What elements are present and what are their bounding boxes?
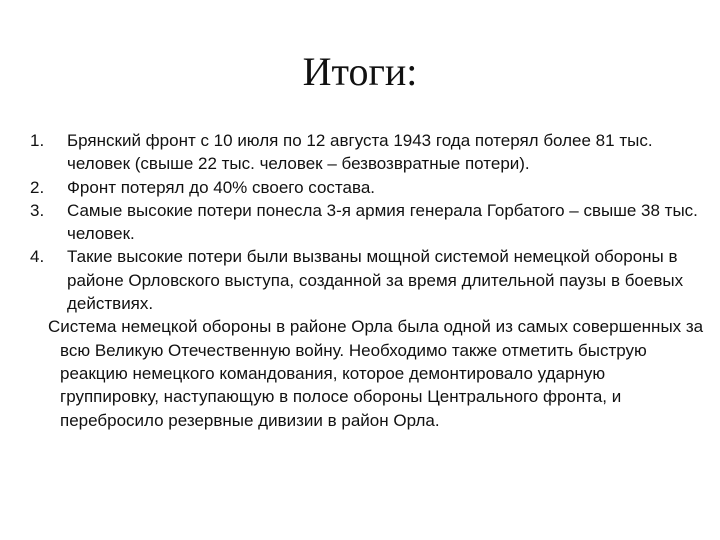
- conclusion-paragraph: Система немецкой обороны в районе Орла была одной из самых совершенных за всю Великую Отечественную войну. Необходимо также отметить быструю реакцию немецкого командования, которое демонтировало ударную группировку, наступающую в полосе обороны Центрального фронта, и перебросило резервные дивизии в район Орла.: [48, 317, 704, 430]
- list-item-number: 4.: [30, 247, 45, 267]
- list-item: [30, 199, 705, 246]
- list-item-number: 3.: [30, 200, 45, 220]
- slide-title: Итоги:: [302, 49, 418, 94]
- list-item-text: Самые высокие потери понесла 3-я армия генерала Горбатого – свыше 38 тыс. человек.: [67, 200, 698, 244]
- list-item: [30, 129, 705, 176]
- list-item-number: 2.: [30, 177, 45, 197]
- list-item-text: Брянский фронт с 10 июля по 12 августа 1943 года потерял более 81 тыс. человек (свыше 22 тыс. человек – безвозвратные потери).: [67, 131, 653, 174]
- list-item-number: 1.: [30, 131, 45, 150]
- list-item-text: Такие высокие потери были вызваны мощной системой немецкой обороны в районе Орловского выступа, созданной за время длительной паузы в боевых действиях.: [67, 247, 684, 314]
- slide-content: [30, 129, 705, 432]
- list-item: [30, 245, 705, 315]
- list-item: [30, 176, 705, 199]
- summary-list: [30, 129, 705, 315]
- list-item-text: Фронт потерял до 40% своего состава.: [67, 177, 375, 197]
